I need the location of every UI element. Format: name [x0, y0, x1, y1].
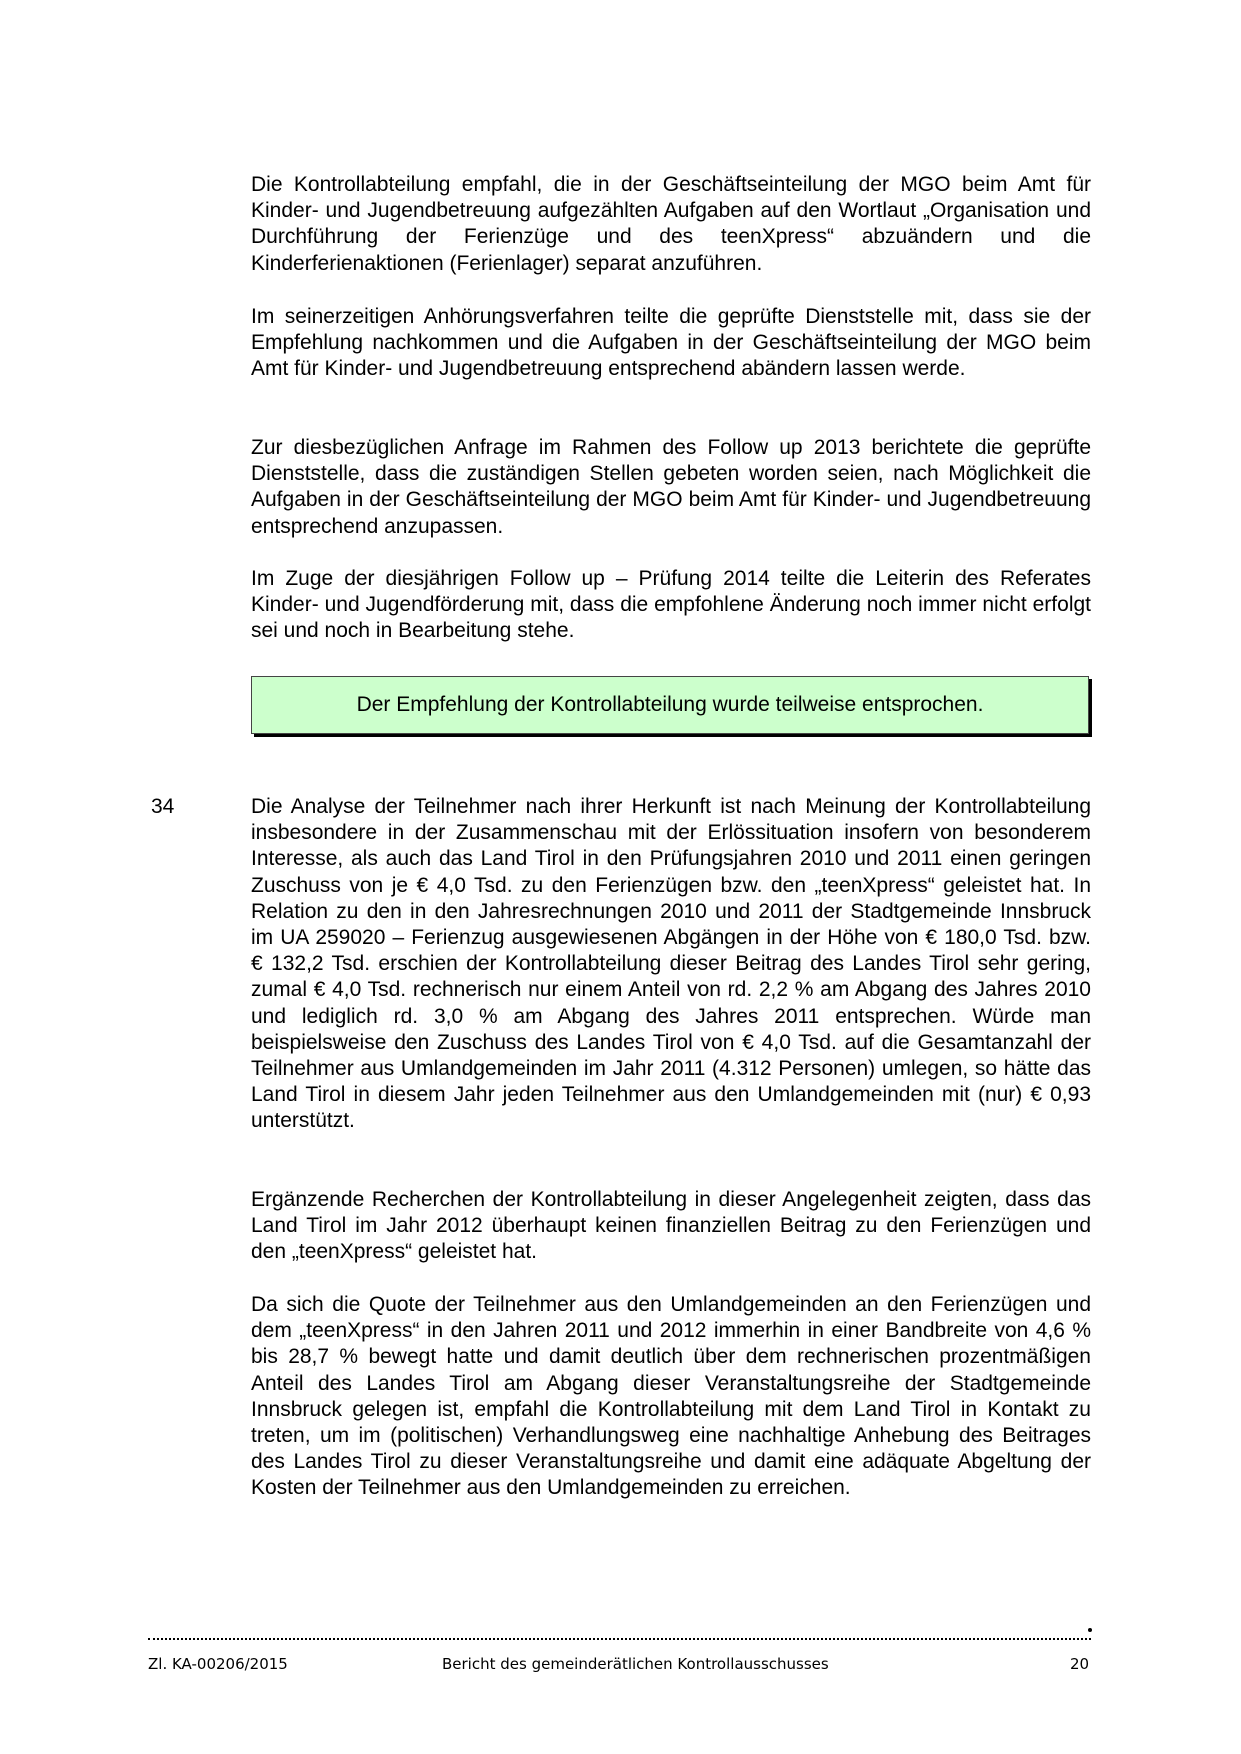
- page-number: 20: [1070, 1655, 1090, 1673]
- result-box: [251, 676, 1089, 734]
- paragraph-hearing-response: Im seinerzeitigen Anhörungsverfahren teilte die geprüfte Dienststelle mit, dass sie der Empfehlung nachkommen und die Aufgaben in der Geschäftseinteilung der MGO beim Amt für Kinder- und Jugendbetreuung entsprechend abändern lassen werde.: [251, 305, 1091, 381]
- footer-divider-end: [1088, 1628, 1092, 1632]
- paragraph-recommendation-tirol: Da sich die Quote der Teilnehmer aus den Umlandgemeinden an den Ferienzügen und dem „teenXpress“ in den Jahren 2011 und 2012 immerhin in einer Bandbreite von 4,6 % bis 28,7 % bewegt hatte und damit deutlich über dem rechnerischen prozentmäßigen Anteil des Landes Tirol am Abgang dieser Veranstaltungsreihe der Stadtgemeinde Innsbruck gelegen ist, empfahl die Kontrollabteilung mit dem Land Tirol in Kontakt zu treten, um im (politischen) Verhandlungsweg eine nachhaltige Anhebung des Beitrages des Landes Tirol zu dieser Veranstaltungsreihe und damit eine adäquate Abgeltung der Kosten der Teilnehmer aus den Umlandgemeinden zu erreichen.: [251, 1293, 1091, 1500]
- paragraph-recommendation: Die Kontrollabteilung empfahl, die in der Geschäftseinteilung der MGO beim Amt für Kinder- und Jugendbetreuung aufgezählten Aufgaben auf den Wortlaut „Organisation und Durchführung der Ferienzüge und des teenXpress“ abzuändern und die Kinderferienaktionen (Ferienlager) separat anzuführen.: [251, 173, 1091, 275]
- paragraph-follow-up-2014: Im Zuge der diesjährigen Follow up – Prüfung 2014 teilte die Leiterin des Referates Kinder- und Jugendförderung mit, dass die empfohlene Änderung noch immer nicht erfolgt sei und noch in Bearbeitung stehe.: [251, 567, 1091, 643]
- footer-reference: Zl. KA-00206/2015: [148, 1655, 288, 1673]
- paragraph-participant-analysis: Die Analyse der Teilnehmer nach ihrer Herkunft ist nach Meinung der Kontrollabteilung insbesondere in der Zusammenschau mit der Erlössituation insofern von besonderem Interesse, als auch das Land Tirol in den Prüfungsjahren 2010 und 2011 einen geringen Zuschuss von je € 4,0 Tsd. zu den Ferienzügen bzw. den „teenXpress“ geleistet hat. In Relation zu den in den Jahresrechnungen 2010 und 2011 der Stadtgemeinde Innsbruck im UA 259020 – Ferienzug ausgewiesenen Abgängen in der Höhe von € 180,0 Tsd. bzw. € 132,2 Tsd. erschien der Kontrollabteilung dieser Beitrag des Landes Tirol sehr gering, zumal € 4,0 Tsd. rechnerisch nur einem Anteil von rd. 2,2 % am Abgang des Jahres 2010 und lediglich rd. 3,0 % am Abgang des Jahres 2011 entsprechen. Würde man beispielsweise den Zuschuss des Landes Tirol von € 4,0 Tsd. auf die Gesamtanzahl der Teilnehmer aus Umlandgemeinden im Jahr 2011 (4.312 Personen) umlegen, so hätte das Land Tirol in diesem Jahr jeden Teilnehmer aus den Umlandgemeinden mit (nur) € 0,93 unterstützt.: [251, 795, 1091, 1133]
- footer-title: Bericht des gemeinderätlichen Kontrollausschusses: [442, 1655, 829, 1673]
- result-box-text: Der Empfehlung der Kontrollabteilung wurde teilweise entsprochen.: [356, 693, 984, 716]
- paragraph-follow-up-2013: Zur diesbezüglichen Anfrage im Rahmen des Follow up 2013 berichtete die geprüfte Dienststelle, dass die zuständigen Stellen gebeten worden seien, nach Möglichkeit die Aufgaben in der Geschäftseinteilung der MGO beim Amt für Kinder- und Jugendbetreuung entsprechend anzupassen.: [251, 436, 1091, 538]
- section-number: 34: [151, 795, 175, 818]
- footer-divider: [148, 1630, 1091, 1640]
- paragraph-additional-research: Ergänzende Recherchen der Kontrollabteilung in dieser Angelegenheit zeigten, dass das Land Tirol im Jahr 2012 überhaupt keinen finanziellen Beitrag zu den Ferienzügen und den „teenXpress“ geleistet hat.: [251, 1188, 1091, 1264]
